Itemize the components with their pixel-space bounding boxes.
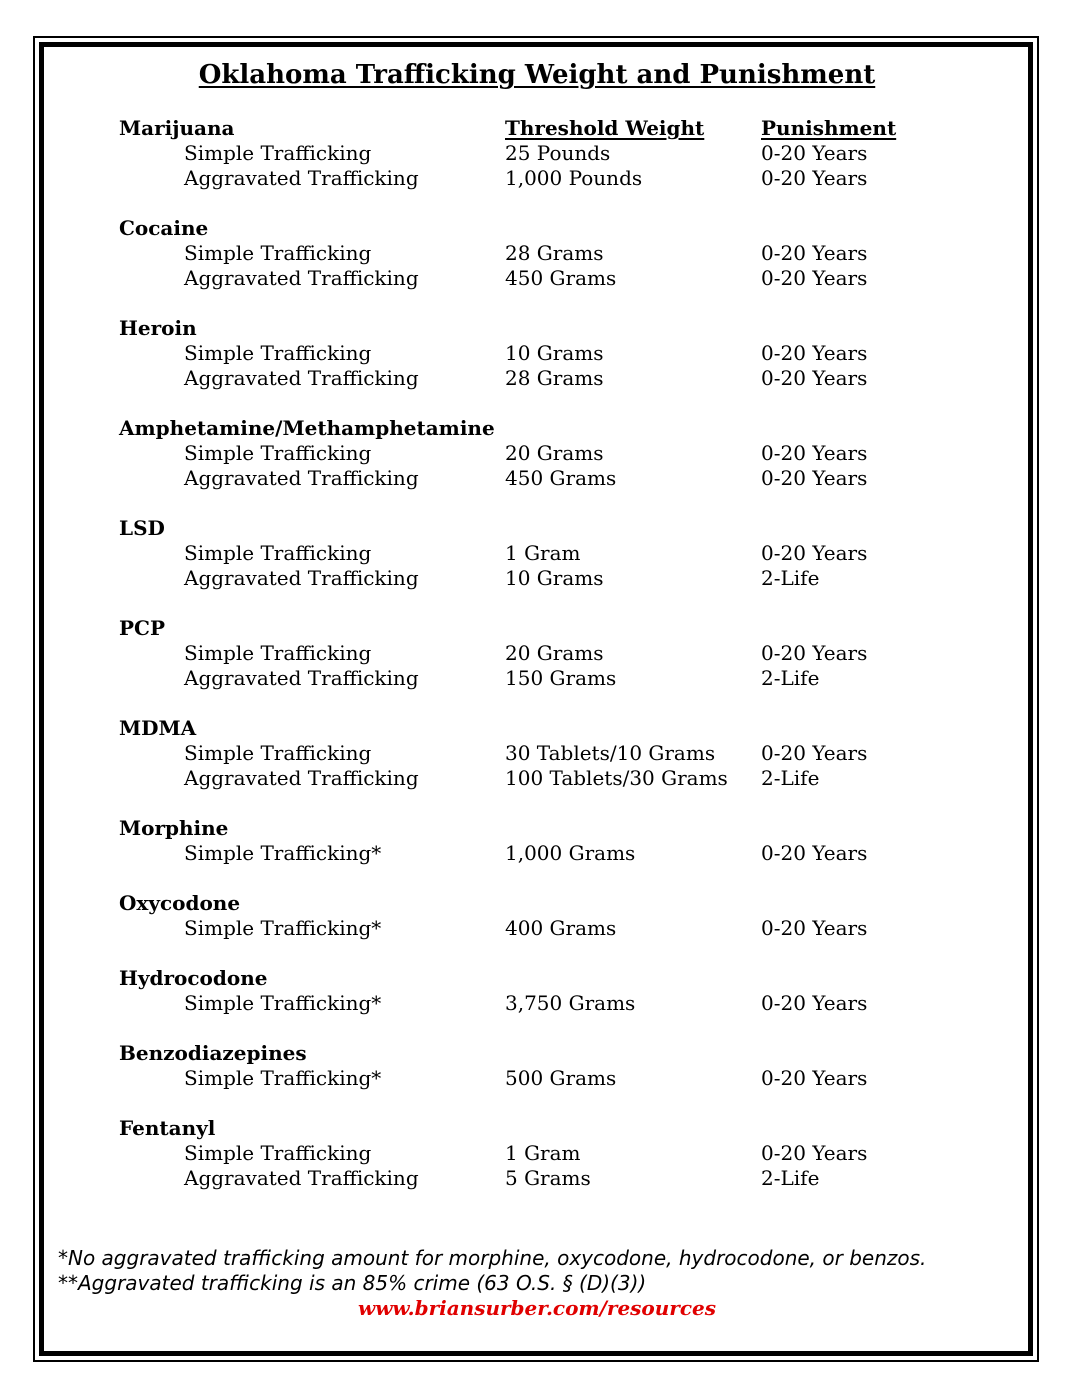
table-row	[0, 916, 1074, 941]
threshold-weight: 1,000 Grams	[505, 841, 636, 865]
footnote-2: **Aggravated trafficking is an 85% crime (63 O.S. § (D)(3))	[58, 1271, 647, 1295]
threshold-weight: 500 Grams	[505, 1066, 617, 1090]
punishment: 0-20 Years	[761, 541, 868, 565]
punishment: 0-20 Years	[761, 441, 868, 465]
threshold-weight: 30 Tablets/10 Grams	[505, 741, 716, 765]
drug-header-row	[0, 316, 1074, 341]
threshold-weight: 3,750 Grams	[505, 991, 636, 1015]
threshold-weight: 5 Grams	[505, 1166, 591, 1190]
punishment: 0-20 Years	[761, 1066, 868, 1090]
trafficking-type: Aggravated Trafficking	[184, 166, 419, 190]
trafficking-table	[0, 116, 1074, 1191]
page-title	[0, 58, 1074, 92]
punishment: 2-Life	[761, 766, 820, 790]
table-row	[0, 341, 1074, 366]
resources-link[interactable]: www.briansurber.com/resources	[357, 1296, 717, 1320]
trafficking-type: Simple Trafficking*	[184, 841, 382, 865]
trafficking-type: Simple Trafficking	[184, 241, 372, 265]
table-row	[0, 141, 1074, 166]
threshold-weight: 10 Grams	[505, 566, 604, 590]
table-row	[0, 741, 1074, 766]
threshold-weight: 20 Grams	[505, 641, 604, 665]
drug-header-row	[0, 616, 1074, 641]
trafficking-type: Simple Trafficking	[184, 341, 372, 365]
table-row	[0, 1141, 1074, 1166]
section-spacer	[0, 591, 1074, 616]
threshold-weight: 28 Grams	[505, 241, 604, 265]
punishment: 0-20 Years	[761, 241, 868, 265]
drug-header-row	[0, 716, 1074, 741]
drug-name: LSD	[119, 516, 165, 540]
drug-name: PCP	[119, 616, 165, 640]
trafficking-type: Simple Trafficking	[184, 741, 372, 765]
section-spacer	[0, 866, 1074, 891]
trafficking-type: Aggravated Trafficking	[184, 566, 419, 590]
trafficking-type: Simple Trafficking	[184, 641, 372, 665]
table-row	[0, 991, 1074, 1016]
drug-name: Benzodiazepines	[119, 1041, 307, 1065]
drug-header-row	[0, 216, 1074, 241]
trafficking-type: Simple Trafficking*	[184, 1066, 382, 1090]
punishment: 0-20 Years	[761, 991, 868, 1015]
trafficking-type: Simple Trafficking	[184, 141, 372, 165]
threshold-weight: 400 Grams	[505, 916, 617, 940]
section-spacer	[0, 191, 1074, 216]
drug-header-row	[0, 1041, 1074, 1066]
section-spacer	[0, 941, 1074, 966]
punishment: 0-20 Years	[761, 1141, 868, 1165]
section-spacer	[0, 691, 1074, 716]
column-header-punishment: Punishment	[761, 116, 897, 140]
threshold-weight: 450 Grams	[505, 266, 617, 290]
column-header-threshold-weight: Threshold Weight	[505, 116, 705, 140]
drug-name: Fentanyl	[119, 1116, 216, 1140]
threshold-weight: 20 Grams	[505, 441, 604, 465]
punishment: 0-20 Years	[761, 741, 868, 765]
section-spacer	[0, 491, 1074, 516]
section-spacer	[0, 1091, 1074, 1116]
punishment: 0-20 Years	[761, 641, 868, 665]
table-row	[0, 166, 1074, 191]
punishment: 0-20 Years	[761, 366, 868, 390]
drug-name: MDMA	[119, 716, 197, 740]
page-title-text: Oklahoma Trafficking Weight and Punishment	[198, 60, 876, 90]
drug-name: Heroin	[119, 316, 197, 340]
punishment: 0-20 Years	[761, 266, 868, 290]
punishment: 2-Life	[761, 566, 820, 590]
threshold-weight: 28 Grams	[505, 366, 604, 390]
table-row	[0, 1066, 1074, 1091]
table-row	[0, 666, 1074, 691]
drug-header-row	[0, 891, 1074, 916]
drug-header-row	[0, 1116, 1074, 1141]
trafficking-type: Aggravated Trafficking	[184, 766, 419, 790]
punishment: 2-Life	[761, 1166, 820, 1190]
table-row	[0, 241, 1074, 266]
punishment: 2-Life	[761, 666, 820, 690]
table-row	[0, 566, 1074, 591]
threshold-weight: 150 Grams	[505, 666, 617, 690]
footnote-1: *No aggravated trafficking amount for morphine, oxycodone, hydrocodone, or benzos.	[58, 1246, 927, 1270]
section-spacer	[0, 1016, 1074, 1041]
section-spacer	[0, 791, 1074, 816]
table-row	[0, 266, 1074, 291]
table-row	[0, 841, 1074, 866]
threshold-weight: 100 Tablets/30 Grams	[505, 766, 728, 790]
table-row	[0, 641, 1074, 666]
threshold-weight: 1 Gram	[505, 1141, 581, 1165]
table-row	[0, 1166, 1074, 1191]
drug-name: Cocaine	[119, 216, 209, 240]
trafficking-type: Simple Trafficking	[184, 541, 372, 565]
threshold-weight: 25 Pounds	[505, 141, 611, 165]
section-spacer	[0, 291, 1074, 316]
table-row	[0, 466, 1074, 491]
table-row	[0, 541, 1074, 566]
drug-name: Amphetamine/Methamphetamine	[119, 416, 495, 440]
drug-header-row	[0, 516, 1074, 541]
threshold-weight: 1 Gram	[505, 541, 581, 565]
footnotes	[58, 1246, 1018, 1296]
trafficking-type: Aggravated Trafficking	[184, 366, 419, 390]
drug-header-row	[0, 416, 1074, 441]
drug-header-row	[0, 116, 1074, 141]
table-row	[0, 441, 1074, 466]
trafficking-type: Aggravated Trafficking	[184, 1166, 419, 1190]
trafficking-type: Simple Trafficking	[184, 1141, 372, 1165]
drug-header-row	[0, 966, 1074, 991]
trafficking-type: Aggravated Trafficking	[184, 466, 419, 490]
table-row	[0, 766, 1074, 791]
drug-name: Marijuana	[119, 116, 235, 140]
punishment: 0-20 Years	[761, 466, 868, 490]
section-spacer	[0, 391, 1074, 416]
drug-name: Morphine	[119, 816, 229, 840]
trafficking-type: Simple Trafficking*	[184, 916, 382, 940]
trafficking-type: Simple Trafficking	[184, 441, 372, 465]
trafficking-type: Aggravated Trafficking	[184, 666, 419, 690]
table-row	[0, 366, 1074, 391]
drug-name: Hydrocodone	[119, 966, 268, 990]
punishment: 0-20 Years	[761, 166, 868, 190]
threshold-weight: 10 Grams	[505, 341, 604, 365]
punishment: 0-20 Years	[761, 341, 868, 365]
punishment: 0-20 Years	[761, 841, 868, 865]
punishment: 0-20 Years	[761, 916, 868, 940]
trafficking-type: Aggravated Trafficking	[184, 266, 419, 290]
trafficking-type: Simple Trafficking*	[184, 991, 382, 1015]
threshold-weight: 450 Grams	[505, 466, 617, 490]
drug-header-row	[0, 816, 1074, 841]
punishment: 0-20 Years	[761, 141, 868, 165]
drug-name: Oxycodone	[119, 891, 241, 915]
threshold-weight: 1,000 Pounds	[505, 166, 643, 190]
